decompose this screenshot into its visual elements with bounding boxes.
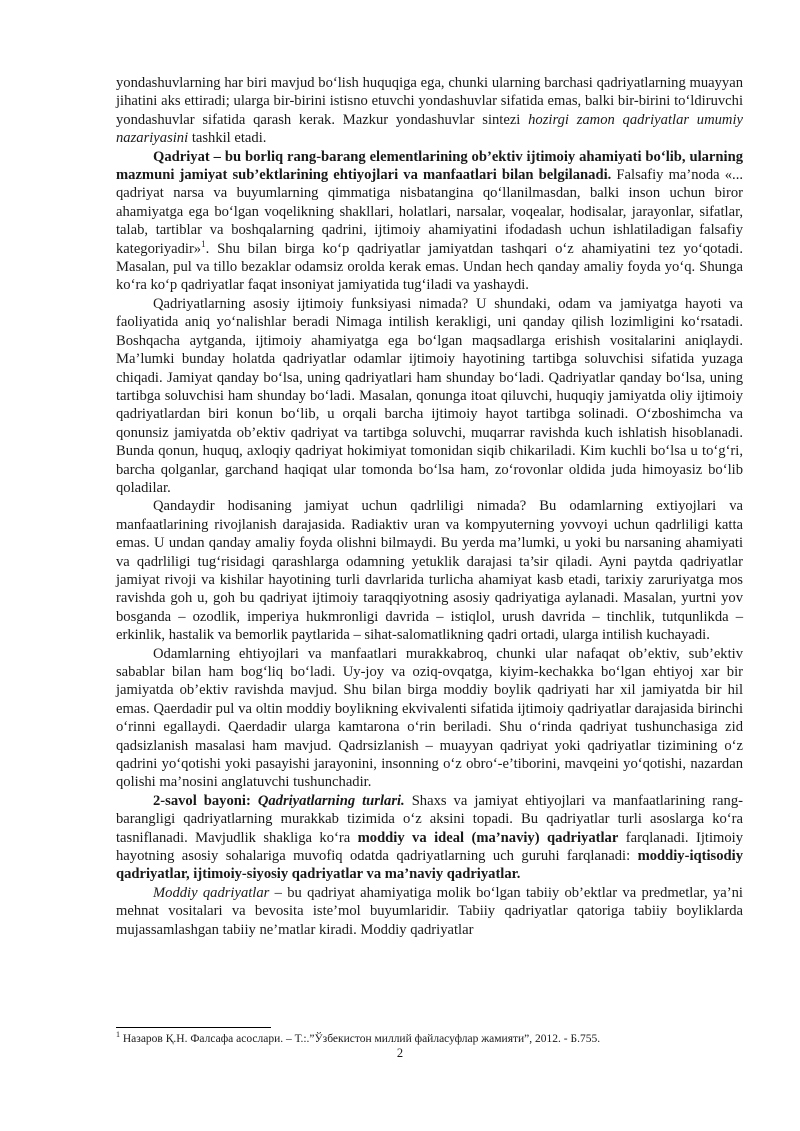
text-run: farqlanadi. Ijtimoiy hayotning asosiy sohalariga muvofiq odatda qadriyatlarning uch guruhi farqlanadi: (116, 829, 743, 865)
text-run: Falsafiy ma’noda «... qadriyat narsa va buyumlarning qimmatiga nisbatangina qo‘llanilmasdan, balki inson uchun biror ahamiyatga ega bo‘lgan voqelikning shakllari, holatlari, narsalar, voqealar, hodisalar, jarayonlar, sifatlar, talab, tartiblar va boshqalarning qadrini, ijtimoiy ahamiyatini ifodadash uchun ishlatiladigan falsafiy kategoriyadir» (116, 167, 744, 257)
footnote-ref: 1 (201, 238, 206, 249)
footnote-number: 1 (116, 1030, 120, 1040)
text-run: . Shu bilan birga ko‘p qadriyatlar jamiyatdan tashqari o‘z ahamiyatini tez yo‘qotadi. Masalan, pul va tillo bezaklar odamsiz orolda kerak emas. Undan hech qanday amaliy foyda yo‘q. Shunga ko‘ra ko‘p qadriyatlar faqat insoniyat jamiyatida tug‘iladi va yashaydi. (116, 240, 743, 294)
bold-definition: Qadriyat – bu borliq rang-barang elementlarining ob’ektiv ijtimoiy ahamiyati bo‘lib, ularning mazmuni jamiyat sub’ektlarining ehtiyojlari va manfaatlari bilan belgilanadi. (116, 148, 743, 184)
text-run: tashkil etadi. (188, 130, 267, 147)
text-run: – bu qadriyat ahamiyatiga molik bo‘lgan tabiiy ob’ektlar va predmetlar, ya’ni mehnat vositalari va bevosita iste’mol buyumlaridir. Tabiiy qadriyatlar qatoriga tabiiy boyliklarda mujassamlashgan tabiiy ne’matlar kiradi. Moddiy qadriyatlar (116, 884, 743, 938)
paragraph-2 (116, 148, 743, 295)
question-title: Qadriyatlarning turlari. (257, 792, 405, 809)
footnote-text: Назаров Қ.Н. Фалсафа асослари. – Т.:.”Ўзбекистон миллий файласуфлар жамияти”, 2012. - Б.755. (120, 1033, 601, 1045)
bold-term: moddiy-iqtisodiy qadriyatlar, ijtimoiy-siyosiy qadriyatlar va ma’naviy qadriyatlar. (116, 848, 743, 883)
text-run: Shaxs va jamiyat ehtiyojlari va manfaatlarining rang-barangligi qadriyatlarning murakkab tizimida o‘z aksini topadi. Bu qadriyatlar turli asoslarga ko‘ra tasniflanadi. Mavjudlik shakliga ko‘ra (116, 792, 743, 846)
footnote (116, 1032, 743, 1046)
paragraph-3: Qadriyatlarning asosiy ijtimoiy funksiyasi nimada? U shundaki, odam va jamiyatga hayoti va faoliyatida aniq yo‘nalishlar beradi Nimaga intilish kerakligi, uni qanday qilish lozimligini ko‘rsatadi. Boshqacha aytganda, ijtimoiy ahamiyatga ega bo‘lgan maqsadlarga erishish vositalarini aniqlaydi. Ma’lumki bunday holatda qadriyatlar odamlar ijtimoiy hayotining tartibga soluvchisi sifatida yuzaga chiqadi. Jamiyat qanday bo‘lsa, uning qadriyatlari ham shunday bo‘ladi. Qadriyatlar qanday bo‘lsa, uning tartibga soluvchisi ham shunday bo‘ladi. Masalan, qonunga itoat qiluvchi, huquqiy jamiyatda oliy ijtimoiy qadriyatlardan biri konun bo‘lib, u orqali barcha ijtimoiy hayot tartibga solinadi. O‘zboshimcha va qonunsiz jamiyatda ob’ektiv qadriyat va tartibga soluvchi, muqarrar ravishda kuch ishlatish hisoblanadi. Bunda qonun, huquq, axloqiy qadriyat hokimiyat tomonidan siqib chikariladi. Kim kuchli bo‘lsa u to‘g‘ri, barcha qolganlar, garchand haqiqat ular tomonda bo‘lsa ham, zo‘rovonlar oldida juda himoyasiz bo‘lib qoladilar. (116, 295, 743, 496)
paragraph-6 (116, 792, 743, 884)
page-number: 2 (396, 1046, 404, 1060)
paragraph-1 (116, 74, 743, 148)
paragraph-5: Odamlarning ehtiyojlari va manfaatlari murakkabroq, chunki ular nafaqat ob’ektiv, sub’ektiv sabablar bilan ham bog‘liq bo‘ladi. Uy-joy va oziq-ovqatga, kiyim-kechakka bo‘lgan ehtiyoj xar bir jamiyatda ob’ektiv ravishda mavjud. Shu bilan birga moddiy boylik qadriyati har xil jamiyatda bir hil emas. Qaerdadir pul va oltin moddiy boylikning ekvivalenti sifatida ijtimoiy qadriyatlar darajasida birinchi o‘rinni egallaydi. Qaerdadir ularga kamtarona o‘rin beriladi. Shu o‘rinda qadriyat tushunchasiga zid qadsizlanish masalasi ham mavjud. Qadrsizlanish – muayyan qadriyat yoki qadriyatlar tizimining o‘z qadrini yo‘qotishi yoki pasayishi jarayonini, insonning o‘z obro‘-e’tiborini, mavqeini yo‘qotishi, nazardan qolishi ma’nosini anglatuvchi tushunchadir. (116, 645, 743, 791)
question-heading: 2-savol bayoni: (153, 792, 258, 809)
paragraph-7 (116, 884, 743, 939)
paragraph-4: Qandaydir hodisaning jamiyat uchun qadrliligi nimada? Bu odamlarning extiyojlari va manfaatlarining rivojlanish darajasida. Radiaktiv uran va kompyuterning yovvoyi uchun qadrliligi katta emas. U undan qanday amaliy foyda olishni bilmaydi. Bu yerda ma’lumki, u yoki bu narsaning ahamiyati va qadrliligi tug‘risidagi qarashlarga odamning yetuklik darajasi ta’sir qiladi. Ayni paytda qadriyatlar jamiyat rivoji va kishilar hayotining turli davrlarida turlicha ahamiyat kasb etadi, tarixiy zaruriyatga mos ravishda goh u, goh bu qadriyat ijtimoiy taraqqiyotning asosiy qadriyatiga aylanadi. Masalan, yurtni yov bosganda – ozodlik, imperiya hukmronligi davrida – istiqlol, urush davrida – tinchlik, tutqunlikda – erkinlik, hastalik va bemorlik paytlarida – sihat-salomatlikning qadri ortadi, ularga intilish kuchayadi. (116, 498, 743, 644)
italic-term: Moddiy qadriyatlar (153, 884, 270, 901)
document-body (116, 74, 743, 939)
italic-term: hozirgi zamon qadriyatlar umumiy nazariyasini (116, 111, 744, 147)
footnote-separator (116, 1027, 271, 1028)
text-run: yondashuvlarning har biri mavjud bo‘lish huquqiga ega, chunki ularning barchasi qadriyatlarning muayyan jihatini aks ettiradi; ularga bir-birini istisno etuvchi yondashuvlar sifatida emas, balki bir-birini to‘ldiruvchi yondashuvlar sifatida qarash kerak. Mazkur yondashuvlar sintezi (116, 75, 743, 128)
bold-term: moddiy va ideal (ma’naviy) qadriyatlar (357, 829, 619, 846)
